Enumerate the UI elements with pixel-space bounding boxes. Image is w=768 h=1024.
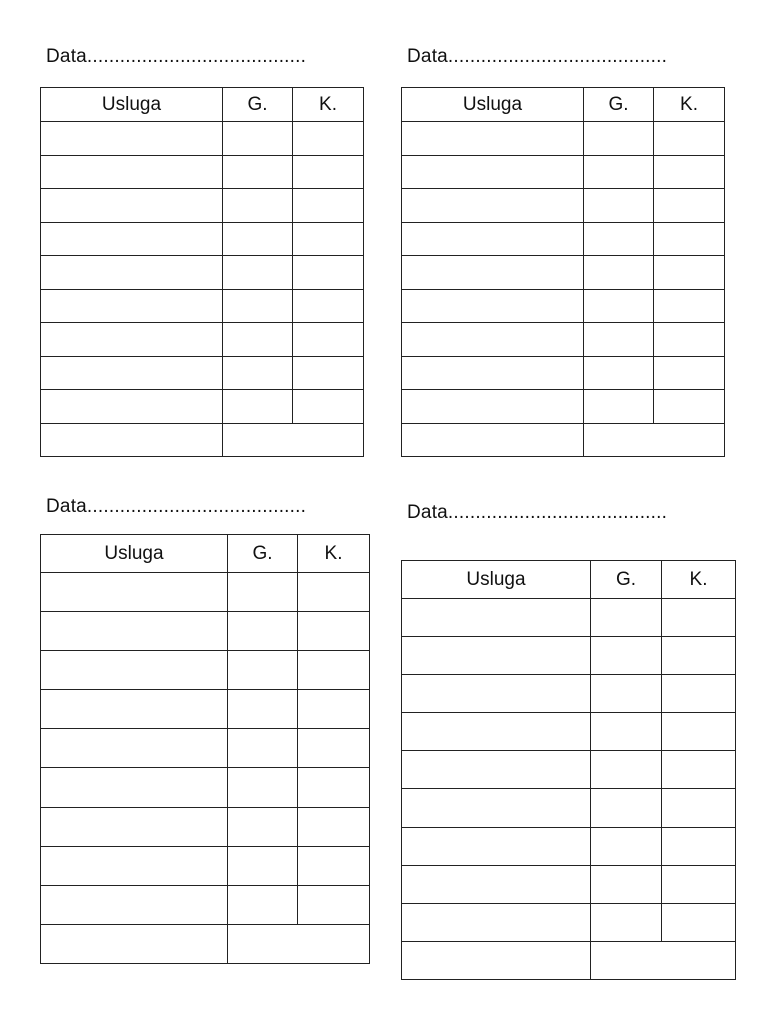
- service-table: [401, 560, 736, 980]
- g-cell[interactable]: [228, 612, 298, 651]
- k-cell[interactable]: [298, 846, 370, 885]
- k-cell[interactable]: [654, 222, 725, 256]
- column-header-usluga: Usluga: [402, 561, 591, 599]
- g-cell[interactable]: [584, 189, 654, 223]
- usluga-cell[interactable]: [41, 729, 228, 768]
- k-cell[interactable]: [654, 189, 725, 223]
- k-cell[interactable]: [298, 573, 370, 612]
- g-cell[interactable]: [223, 356, 293, 390]
- g-cell[interactable]: [228, 846, 298, 885]
- column-header-usluga: Usluga: [402, 88, 584, 122]
- g-cell[interactable]: [591, 751, 662, 789]
- table-row: [41, 356, 364, 390]
- g-cell[interactable]: [591, 675, 662, 713]
- column-header-g: G.: [591, 561, 662, 599]
- g-cell[interactable]: [591, 637, 662, 675]
- table-total-row: [402, 423, 725, 457]
- usluga-cell[interactable]: [41, 690, 228, 729]
- date-label: Data........................................: [407, 46, 668, 67]
- table-row: [41, 390, 364, 424]
- g-cell[interactable]: [591, 827, 662, 865]
- usluga-cell[interactable]: [41, 573, 228, 612]
- usluga-cell[interactable]: [402, 903, 591, 941]
- g-cell[interactable]: [584, 390, 654, 424]
- table-row: [41, 573, 370, 612]
- usluga-cell[interactable]: [402, 751, 591, 789]
- g-cell[interactable]: [591, 865, 662, 903]
- table-row: [41, 612, 370, 651]
- table-row: [41, 729, 370, 768]
- g-cell[interactable]: [228, 807, 298, 846]
- table-row: [41, 846, 370, 885]
- usluga-cell[interactable]: [41, 323, 223, 357]
- g-cell[interactable]: [228, 651, 298, 690]
- table-row: [41, 807, 370, 846]
- g-cell[interactable]: [223, 323, 293, 357]
- usluga-cell[interactable]: [41, 390, 223, 424]
- table-row: [402, 713, 736, 751]
- usluga-cell[interactable]: [41, 846, 228, 885]
- k-cell[interactable]: [662, 827, 736, 865]
- k-cell[interactable]: [293, 122, 364, 156]
- table-header-row: [41, 535, 370, 573]
- g-cell[interactable]: [228, 729, 298, 768]
- k-cell[interactable]: [654, 122, 725, 156]
- table-row: [402, 827, 736, 865]
- usluga-cell[interactable]: [41, 612, 228, 651]
- table-row: [41, 323, 364, 357]
- usluga-cell[interactable]: [402, 637, 591, 675]
- service-table: [40, 87, 364, 457]
- k-cell[interactable]: [298, 690, 370, 729]
- g-cell[interactable]: [228, 885, 298, 924]
- usluga-cell[interactable]: [402, 122, 584, 156]
- column-header-g: G.: [223, 88, 293, 122]
- usluga-cell[interactable]: [41, 256, 223, 290]
- k-cell[interactable]: [298, 651, 370, 690]
- usluga-cell[interactable]: [41, 122, 223, 156]
- k-cell[interactable]: [654, 289, 725, 323]
- service-table: [40, 534, 370, 964]
- column-header-k: K.: [298, 535, 370, 573]
- k-cell[interactable]: [654, 390, 725, 424]
- total-cell[interactable]: [223, 423, 364, 457]
- table-row: [402, 222, 725, 256]
- g-cell[interactable]: [223, 289, 293, 323]
- usluga-cell[interactable]: [402, 189, 584, 223]
- usluga-cell[interactable]: [402, 789, 591, 827]
- k-cell[interactable]: [293, 155, 364, 189]
- table-row: [41, 189, 364, 223]
- g-cell[interactable]: [584, 256, 654, 290]
- table-total-row: [402, 941, 736, 979]
- table-row: [41, 222, 364, 256]
- g-cell[interactable]: [228, 768, 298, 807]
- column-header-g: G.: [584, 88, 654, 122]
- usluga-cell[interactable]: [402, 356, 584, 390]
- table-row: [41, 768, 370, 807]
- g-cell[interactable]: [228, 690, 298, 729]
- column-header-g: G.: [228, 535, 298, 573]
- g-cell[interactable]: [584, 122, 654, 156]
- k-cell[interactable]: [293, 323, 364, 357]
- usluga-cell[interactable]: [41, 189, 223, 223]
- usluga-cell[interactable]: [402, 390, 584, 424]
- usluga-cell[interactable]: [402, 865, 591, 903]
- k-cell[interactable]: [662, 675, 736, 713]
- table-row: [41, 289, 364, 323]
- g-cell[interactable]: [584, 323, 654, 357]
- table-total-row: [41, 924, 370, 963]
- g-cell[interactable]: [591, 599, 662, 637]
- g-cell[interactable]: [223, 122, 293, 156]
- k-cell[interactable]: [293, 289, 364, 323]
- k-cell[interactable]: [662, 713, 736, 751]
- table-row: [41, 256, 364, 290]
- usluga-cell[interactable]: [41, 222, 223, 256]
- usluga-cell[interactable]: [402, 599, 591, 637]
- date-label: Data........................................: [407, 502, 668, 523]
- table-row: [402, 256, 725, 290]
- table-row: [402, 155, 725, 189]
- g-cell[interactable]: [223, 390, 293, 424]
- column-header-usluga: Usluga: [41, 535, 228, 573]
- usluga-cell[interactable]: [402, 713, 591, 751]
- total-cell[interactable]: [584, 423, 725, 457]
- k-cell[interactable]: [298, 885, 370, 924]
- usluga-cell[interactable]: [41, 356, 223, 390]
- k-cell[interactable]: [654, 356, 725, 390]
- g-cell[interactable]: [223, 189, 293, 223]
- usluga-cell[interactable]: [41, 423, 223, 457]
- column-header-k: K.: [662, 561, 736, 599]
- table-row: [41, 651, 370, 690]
- k-cell[interactable]: [298, 768, 370, 807]
- usluga-cell[interactable]: [402, 256, 584, 290]
- table-row: [402, 390, 725, 424]
- usluga-cell[interactable]: [402, 675, 591, 713]
- table-row: [402, 356, 725, 390]
- g-cell[interactable]: [591, 713, 662, 751]
- column-header-k: K.: [293, 88, 364, 122]
- table-row: [41, 885, 370, 924]
- k-cell[interactable]: [298, 612, 370, 651]
- table-row: [402, 599, 736, 637]
- date-label: Data........................................: [46, 46, 307, 67]
- table-row: [402, 789, 736, 827]
- usluga-cell[interactable]: [41, 155, 223, 189]
- usluga-cell[interactable]: [402, 941, 591, 979]
- k-cell[interactable]: [293, 256, 364, 290]
- table-row: [41, 122, 364, 156]
- usluga-cell[interactable]: [41, 807, 228, 846]
- k-cell[interactable]: [293, 390, 364, 424]
- k-cell[interactable]: [654, 323, 725, 357]
- column-header-usluga: Usluga: [41, 88, 223, 122]
- g-cell[interactable]: [591, 789, 662, 827]
- usluga-cell[interactable]: [41, 768, 228, 807]
- usluga-cell[interactable]: [402, 222, 584, 256]
- table-row: [41, 690, 370, 729]
- usluga-cell[interactable]: [41, 924, 228, 963]
- total-cell[interactable]: [591, 941, 736, 979]
- k-cell[interactable]: [662, 637, 736, 675]
- g-cell[interactable]: [584, 155, 654, 189]
- k-cell[interactable]: [662, 599, 736, 637]
- g-cell[interactable]: [584, 356, 654, 390]
- k-cell[interactable]: [662, 789, 736, 827]
- table-header-row: [402, 561, 736, 599]
- usluga-cell[interactable]: [402, 155, 584, 189]
- table-row: [402, 675, 736, 713]
- table-header-row: [402, 88, 725, 122]
- table-row: [402, 751, 736, 789]
- column-header-k: K.: [654, 88, 725, 122]
- k-cell[interactable]: [293, 356, 364, 390]
- usluga-cell[interactable]: [402, 827, 591, 865]
- g-cell[interactable]: [584, 222, 654, 256]
- service-table: [401, 87, 725, 457]
- table-row: [402, 189, 725, 223]
- g-cell[interactable]: [591, 903, 662, 941]
- usluga-cell[interactable]: [402, 423, 584, 457]
- k-cell[interactable]: [298, 729, 370, 768]
- date-label: Data........................................: [46, 496, 307, 517]
- table-row: [402, 323, 725, 357]
- table-row: [402, 903, 736, 941]
- k-cell[interactable]: [654, 256, 725, 290]
- usluga-cell[interactable]: [41, 885, 228, 924]
- k-cell[interactable]: [293, 222, 364, 256]
- k-cell[interactable]: [662, 865, 736, 903]
- usluga-cell[interactable]: [41, 651, 228, 690]
- usluga-cell[interactable]: [402, 289, 584, 323]
- k-cell[interactable]: [662, 751, 736, 789]
- table-row: [402, 637, 736, 675]
- g-cell[interactable]: [584, 289, 654, 323]
- usluga-cell[interactable]: [41, 289, 223, 323]
- table-row: [402, 289, 725, 323]
- usluga-cell[interactable]: [402, 323, 584, 357]
- g-cell[interactable]: [223, 222, 293, 256]
- g-cell[interactable]: [223, 155, 293, 189]
- table-row: [402, 122, 725, 156]
- table-header-row: [41, 88, 364, 122]
- k-cell[interactable]: [662, 903, 736, 941]
- k-cell[interactable]: [298, 807, 370, 846]
- table-row: [41, 155, 364, 189]
- table-total-row: [41, 423, 364, 457]
- g-cell[interactable]: [223, 256, 293, 290]
- total-cell[interactable]: [228, 924, 370, 963]
- k-cell[interactable]: [654, 155, 725, 189]
- g-cell[interactable]: [228, 573, 298, 612]
- k-cell[interactable]: [293, 189, 364, 223]
- table-row: [402, 865, 736, 903]
